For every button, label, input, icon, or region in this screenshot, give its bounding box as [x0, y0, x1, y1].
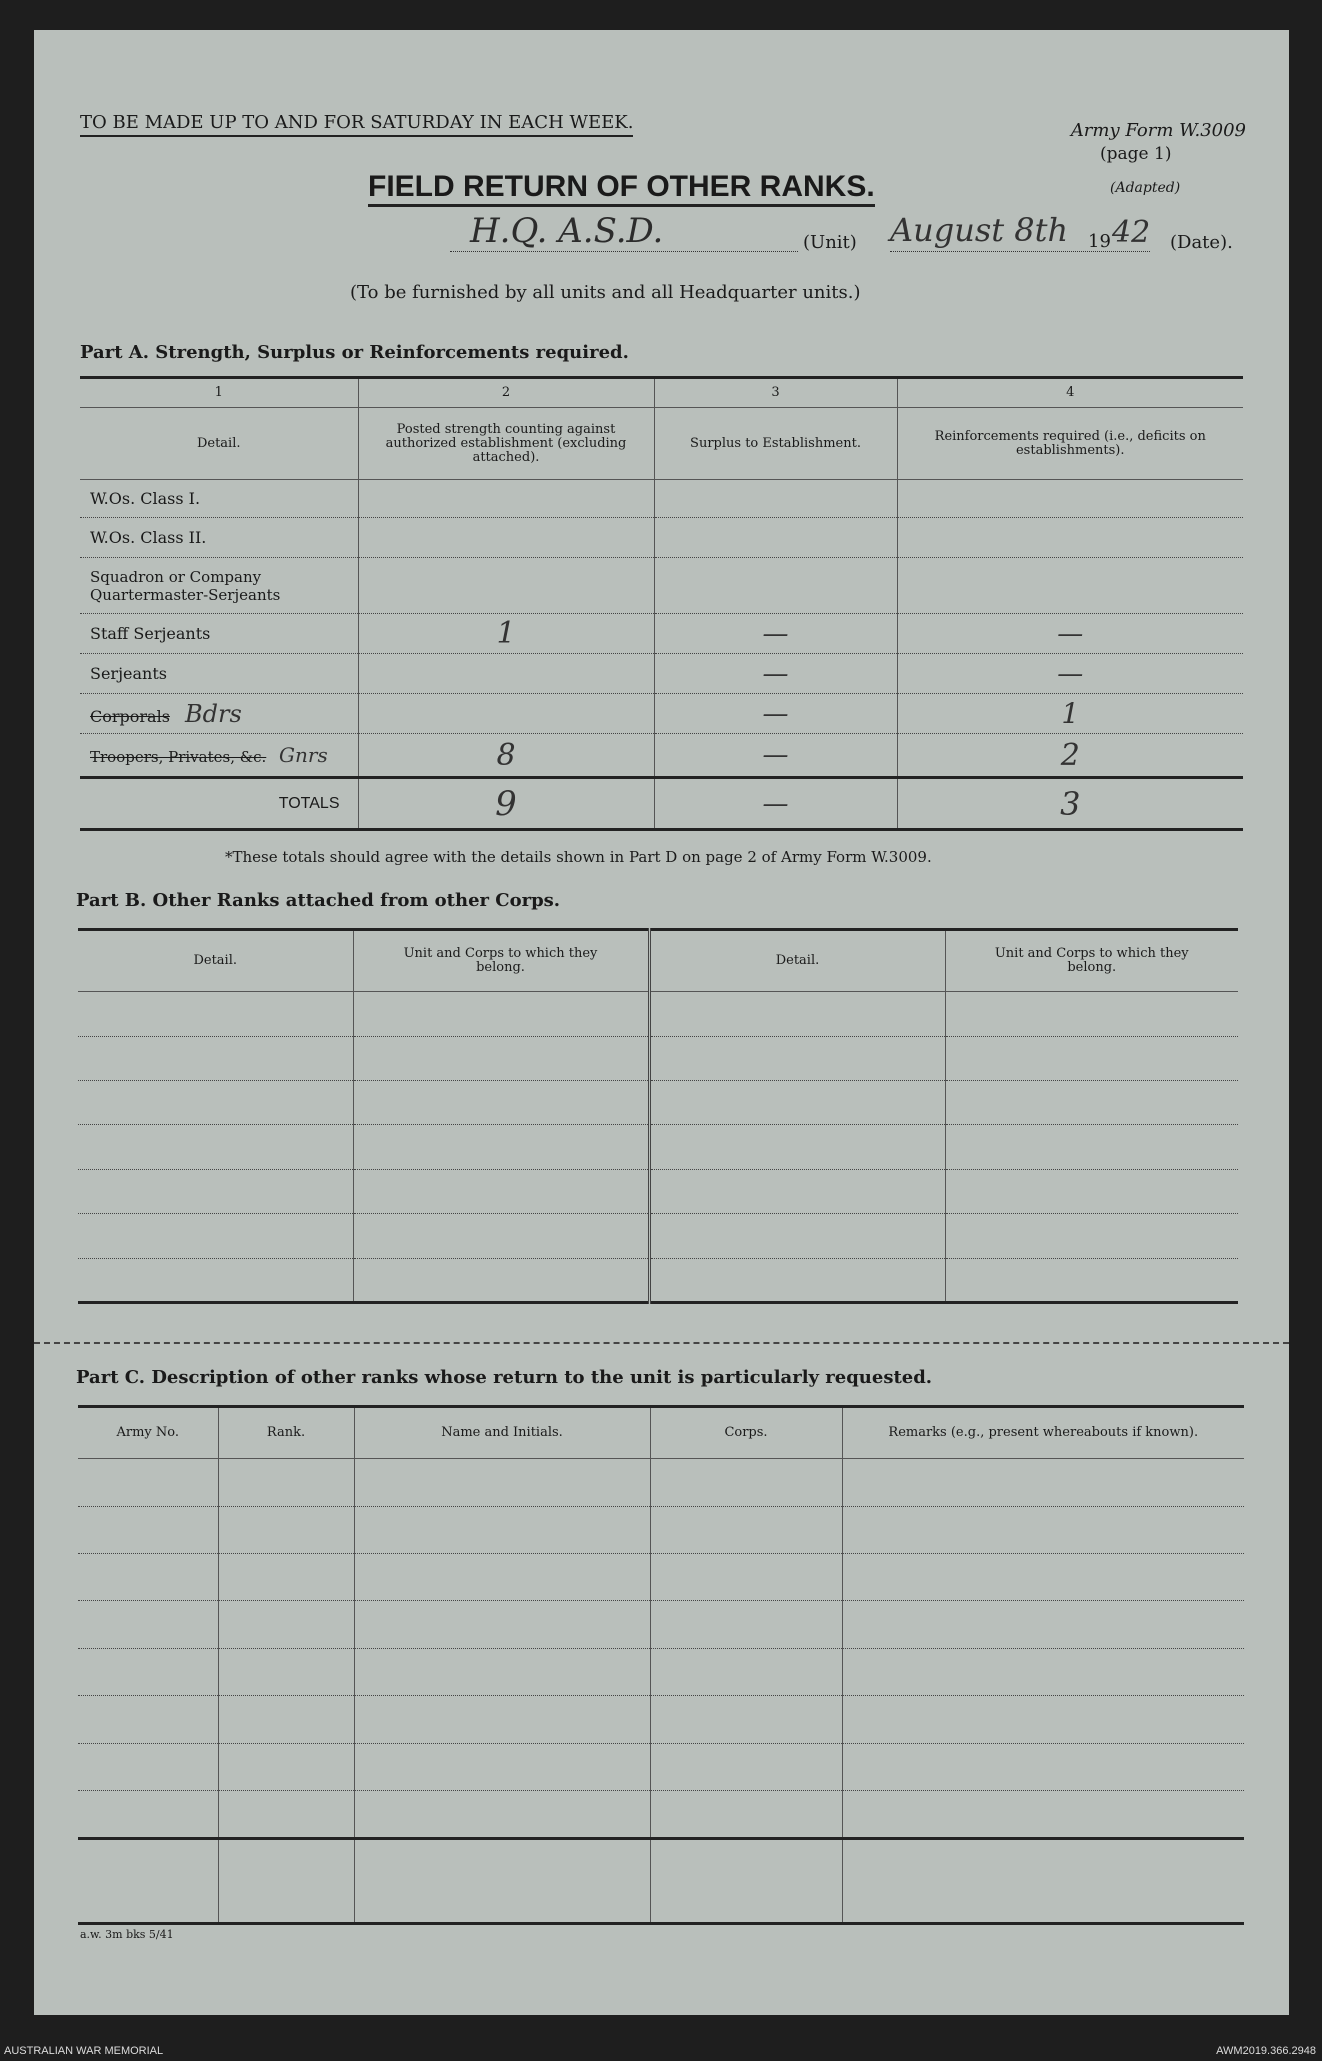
- part-c-header-corps: Corps.: [650, 1407, 842, 1459]
- form-page: (page 1): [1100, 144, 1172, 164]
- row-posted: [358, 518, 654, 558]
- table-row: [78, 1743, 1244, 1790]
- row-reinforcements: —: [897, 614, 1243, 654]
- year-handwritten: 42: [1112, 215, 1151, 250]
- row-surplus: —: [654, 614, 897, 654]
- row-detail: W.Os. Class I.: [80, 480, 358, 518]
- totals-reinforcements: 3: [897, 778, 1243, 830]
- part-b-table: [78, 928, 1238, 1304]
- unit-field: [450, 211, 798, 252]
- unit-handwritten: H.Q. A.S.D.: [470, 211, 664, 251]
- table-row: [78, 1169, 1238, 1213]
- table-row: [78, 1791, 1244, 1838]
- part-a-footnote: *These totals should agree with the details shown in Part D on page 2 of Army Form W.3009.: [225, 848, 932, 866]
- row-detail: [80, 694, 358, 734]
- part-b-header-unit-corps-2: Unit and Corps to which they belong.: [945, 930, 1238, 992]
- row-posted: 1: [358, 614, 654, 654]
- print-code: a.w. 3m bks 5/41: [80, 1928, 174, 1941]
- footer-left-caption: AUSTRALIAN WAR MEMORIAL: [4, 2045, 164, 2057]
- table-row: [78, 1036, 1238, 1080]
- table-row: [80, 654, 1243, 694]
- row-posted: [358, 654, 654, 694]
- row-detail: Staff Serjeants: [80, 614, 358, 654]
- header-posted-strength: Posted strength counting against authorized establishment (excluding attached).: [358, 408, 654, 480]
- year-prefix: 19: [1088, 231, 1111, 252]
- row-detail: Squadron or Company Quartermaster-Serjeants: [80, 558, 358, 614]
- table-row: [78, 1601, 1244, 1648]
- part-c-header-army-no: Army No.: [78, 1407, 218, 1459]
- row-reinforcements: —: [897, 654, 1243, 694]
- col-number-3: 3: [654, 378, 897, 408]
- table-row: [78, 1554, 1244, 1601]
- form-adapted: (Adapted): [1110, 180, 1181, 196]
- col-number-2: 2: [358, 378, 654, 408]
- part-c-title: Part C. Description of other ranks whose return to the unit is particularly requested.: [76, 1367, 933, 1388]
- date-handwritten: August 8th: [890, 211, 1069, 249]
- part-c-table: [78, 1405, 1244, 1925]
- table-row: [78, 1258, 1238, 1303]
- totals-surplus: —: [654, 778, 897, 830]
- row-surplus: —: [654, 694, 897, 734]
- gnrs-annotation: Gnrs: [279, 743, 328, 767]
- row-posted: [358, 694, 654, 734]
- table-row: [78, 1214, 1238, 1258]
- header-detail: Detail.: [80, 408, 358, 480]
- table-row: [80, 694, 1243, 734]
- perforation-line: [34, 1342, 1289, 1344]
- table-row: [80, 558, 1243, 614]
- unit-label: (Unit): [803, 232, 857, 253]
- header-reinforcements: Reinforcements required (i.e., deficits on establishments).: [897, 408, 1243, 480]
- table-row: [80, 734, 1243, 778]
- row-surplus: [654, 480, 897, 518]
- header-surplus: Surplus to Establishment.: [654, 408, 897, 480]
- col-number-1: 1: [80, 378, 358, 408]
- row-surplus: [654, 518, 897, 558]
- row-posted: [358, 480, 654, 518]
- part-b-title: Part B. Other Ranks attached from other Corps.: [76, 890, 561, 911]
- form-name: Army Form W.3009: [1070, 120, 1246, 141]
- row-surplus: —: [654, 654, 897, 694]
- table-row: [78, 1838, 1244, 1923]
- table-row: [78, 1125, 1238, 1169]
- row-detail: Serjeants: [80, 654, 358, 694]
- part-a-title: Part A. Strength, Surplus or Reinforcements required.: [80, 342, 629, 363]
- part-b-header-unit-corps: Unit and Corps to which they belong.: [353, 930, 649, 992]
- totals-posted: 9: [358, 778, 654, 830]
- table-row: [78, 1080, 1238, 1124]
- part-b-header-detail: Detail.: [78, 930, 353, 992]
- table-row: [78, 1459, 1244, 1506]
- table-row: [80, 518, 1243, 558]
- row-posted: 8: [358, 734, 654, 778]
- totals-label: TOTALS: [80, 778, 358, 830]
- footer-right-caption: AWM2019.366.2948: [1216, 2045, 1316, 2057]
- date-label: (Date).: [1170, 232, 1233, 253]
- part-c-header-remarks: Remarks (e.g., present whereabouts if known).: [842, 1407, 1244, 1459]
- row-reinforcements: 2: [897, 734, 1243, 778]
- row-reinforcements: [897, 480, 1243, 518]
- row-detail: [80, 734, 358, 778]
- furnish-note: (To be furnished by all units and all Headquarter units.): [350, 282, 861, 303]
- row-reinforcements: [897, 558, 1243, 614]
- troopers-label-struck: Troopers, Privates, &c.: [90, 748, 267, 766]
- table-row: [78, 1506, 1244, 1553]
- table-row: [78, 992, 1238, 1036]
- row-surplus: —: [654, 734, 897, 778]
- col-number-4: 4: [897, 378, 1243, 408]
- part-a-table: [80, 376, 1243, 831]
- bdrs-annotation: Bdrs: [185, 699, 242, 728]
- part-c-header-name: Name and Initials.: [354, 1407, 650, 1459]
- row-surplus: [654, 558, 897, 614]
- row-detail: W.Os. Class II.: [80, 518, 358, 558]
- instruction-line: TO BE MADE UP TO AND FOR SATURDAY IN EACH WEEK.: [80, 112, 633, 137]
- part-b-header-detail-2: Detail.: [649, 930, 945, 992]
- table-row: [80, 614, 1243, 654]
- row-reinforcements: 1: [897, 694, 1243, 734]
- row-posted: [358, 558, 654, 614]
- table-row: [80, 480, 1243, 518]
- corporals-label-struck: Corporals: [90, 706, 170, 726]
- row-reinforcements: [897, 518, 1243, 558]
- date-field: [890, 211, 1151, 252]
- totals-row: [80, 778, 1243, 830]
- table-row: [78, 1696, 1244, 1743]
- page-title: FIELD RETURN OF OTHER RANKS.: [368, 170, 875, 207]
- table-row: [78, 1648, 1244, 1695]
- part-c-header-rank: Rank.: [218, 1407, 354, 1459]
